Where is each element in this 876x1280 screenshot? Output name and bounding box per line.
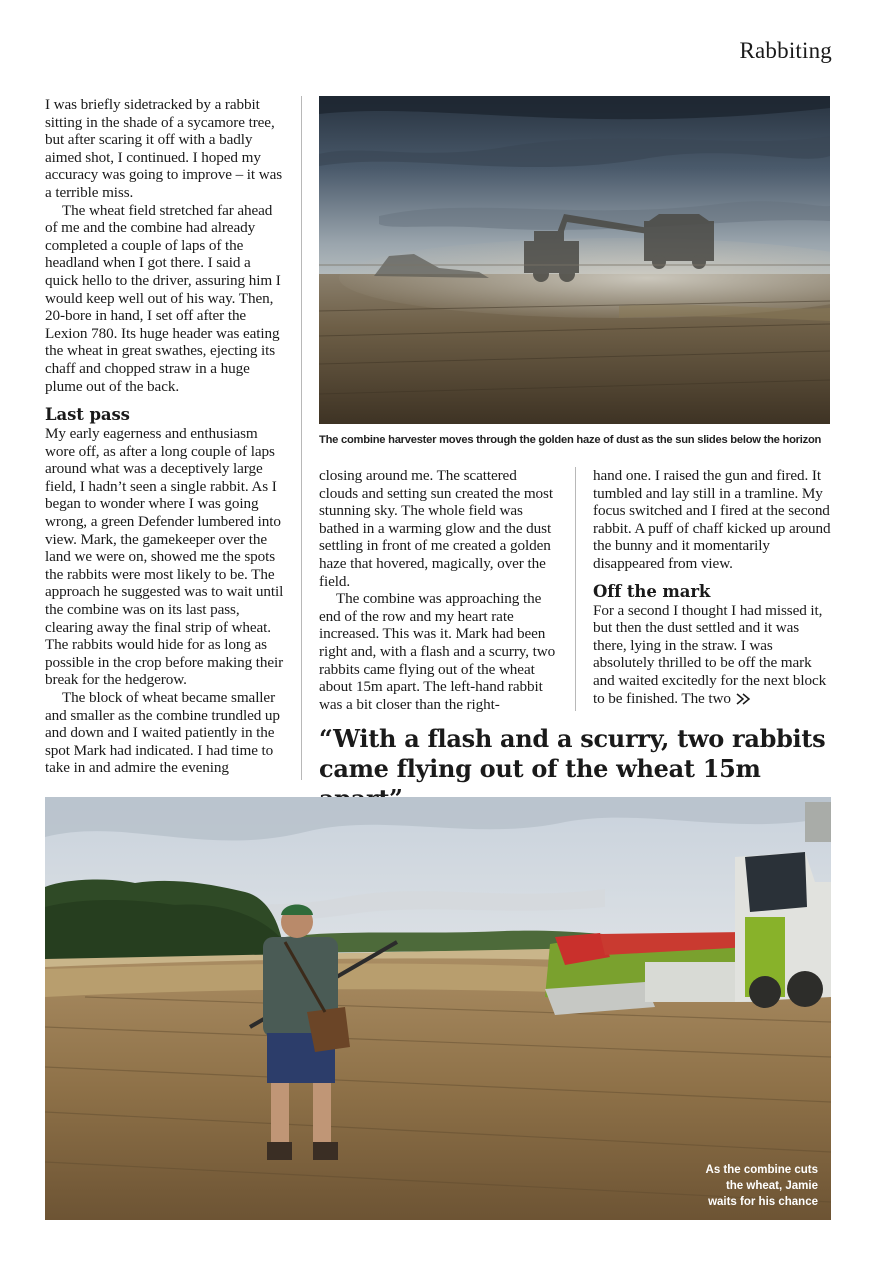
- column-divider: [301, 96, 302, 780]
- paragraph: The block of wheat became smaller and smaller as the combine trundled up and down and I waited patiently in the spot Mark had indicated. I had time to take in and admire the evening: [45, 689, 280, 777]
- caption-line: the wheat, Jamie: [725, 1180, 818, 1192]
- paragraph: The wheat field stretched far ahead of me and the combine had already completed a couple of laps of the headland when I got there. I said a quick hello to the driver, assuring him I would keep well out of his way. Then, 20-bore in hand, I set off after the Lexion 780. Its huge header was eating the wheat in great swathes, ejecting its chaff and chopped straw in a huge plume out of the back.: [45, 201, 281, 395]
- body-column-2: [319, 467, 559, 713]
- body-column-3: [593, 467, 833, 707]
- paragraph: For a second I thought I had missed it, but then the dust settled and it was there, lying in the straw. I was absolutely thrilled to be off the mark and waited excitedly for the next block to be finished. The two: [593, 601, 827, 707]
- paragraph: I was briefly sidetracked by a rabbit sitting in the shade of a sycamore tree, but after scaring it off with a badly aimed shot, I continued. I hoped my accuracy was going to improve – it was a terrible miss.: [45, 96, 283, 201]
- column-divider: [575, 467, 576, 711]
- photo-caption-bottom: [688, 1162, 818, 1210]
- subheading-last-pass: Last pass: [45, 405, 130, 425]
- paragraph: hand one. I raised the gun and fired. It tumbled and lay still in a tramline. My focus switched and I fired at the second rabbit. A puff of chaff kicked up around the bunny and it momentarily disappeared from view.: [593, 467, 831, 572]
- body-column-1: [45, 96, 285, 777]
- photo-combine-harvester-dusk: [319, 96, 830, 424]
- paragraph: The combine was approaching the end of the row and my heart rate increased. This was it. Mark had been right and, with a flash and a scurry, two rabbits came flying out of the wheat about 15m apart. The left-hand rabbit was a bit closer than the right-: [319, 590, 556, 713]
- photo-caption-top: The combine harvester moves through the golden haze of dust as the sun slides below the horizon: [319, 434, 822, 446]
- caption-line: waits for his chance: [708, 1196, 818, 1208]
- section-label: Rabbiting: [739, 38, 832, 63]
- double-chevron-right-icon: [735, 693, 751, 705]
- subheading-off-the-mark: Off the mark: [593, 581, 711, 601]
- photo-shooter-and-combine: [45, 797, 831, 1220]
- pull-quote-line: “With a flash and a scurry, two rabbits: [319, 724, 826, 753]
- paragraph: My early eagerness and enthusiasm wore off, as after a long couple of laps around what was a deceptively large field, I hadn’t seen a single rabbit. As I began to wonder where I was going wrong, a green Defender lumbered into view. Mark, the gamekeeper over the land we were on, showed me the spots the rabbits were most likely to be. The approach he suggested was to wait until the combine was on its last pass, clearing away the final strip of wheat. The rabbits would hide for as long as possible in the crop before making their break for the hedgerow.: [45, 425, 284, 689]
- caption-line: As the combine cuts: [705, 1164, 818, 1176]
- pull-quote-line: came flying out of the wheat 15m: [319, 754, 761, 783]
- paragraph: closing around me. The scattered clouds and setting sun created the most stunning sky. The whole field was bathed in a warming glow and the dust settling in front of me created a golden haze that hovered, magically, over the field.: [319, 467, 553, 590]
